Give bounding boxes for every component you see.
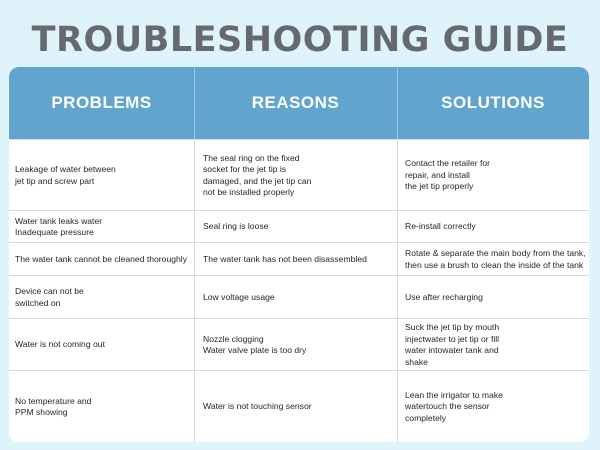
table-row (9, 210, 589, 243)
reason-cell: Seal ring is loose (194, 211, 397, 243)
table-row (9, 318, 589, 371)
solution-cell: Suck the jet tip by mouth injectwater to jet tip or fill water intowater tank and shake (397, 319, 589, 371)
reason-cell: Low voltage usage (194, 276, 397, 319)
header-problems: PROBLEMS (51, 93, 152, 112)
table-header (9, 67, 589, 139)
header-reasons: REASONS (251, 93, 340, 112)
page-title: TROUBLESHOOTING GUIDE (31, 20, 569, 60)
problem-cell: Device can not be switched on (15, 286, 84, 308)
solution-cell: Contact the retailer for repair, and install the jet tip properly (397, 140, 589, 211)
problem-cell: No temperature and PPM showing (15, 395, 92, 417)
solution-cell: Re-install correctly (397, 211, 589, 243)
problem-cell: The water tank cannot be cleaned thoroughly (15, 253, 187, 264)
reason-cell: The seal ring on the fixed socket for the jet tip is damaged, and the jet tip can not be installed properly (194, 140, 397, 211)
reason-cell: Water is not touching sensor (194, 371, 397, 442)
header-divider (194, 67, 195, 139)
solution-cell: Use after recharging (397, 276, 589, 319)
table-row (9, 275, 589, 319)
header-solutions: SOLUTIONS (441, 93, 545, 112)
table-row (9, 370, 589, 442)
problem-cell: Water is not coming out (15, 339, 105, 350)
problem-cell: Leakage of water between jet tip and screw part (15, 164, 116, 186)
reason-cell: Nozzle clogging Water valve plate is too dry (194, 319, 397, 371)
table-row (9, 139, 589, 211)
reason-cell: The water tank has not been disassembled (194, 243, 397, 276)
troubleshooting-table (9, 67, 589, 442)
problem-cell: Water tank leaks water Inadequate pressure (15, 215, 103, 237)
header-divider (397, 67, 398, 139)
table-row (9, 242, 589, 276)
solution-cell: Rotate & separate the main body from the tank, then use a brush to clean the inside of the tank (397, 243, 589, 276)
solution-cell: Lean the irrigator to make watertouch the sensor completely (397, 371, 589, 442)
